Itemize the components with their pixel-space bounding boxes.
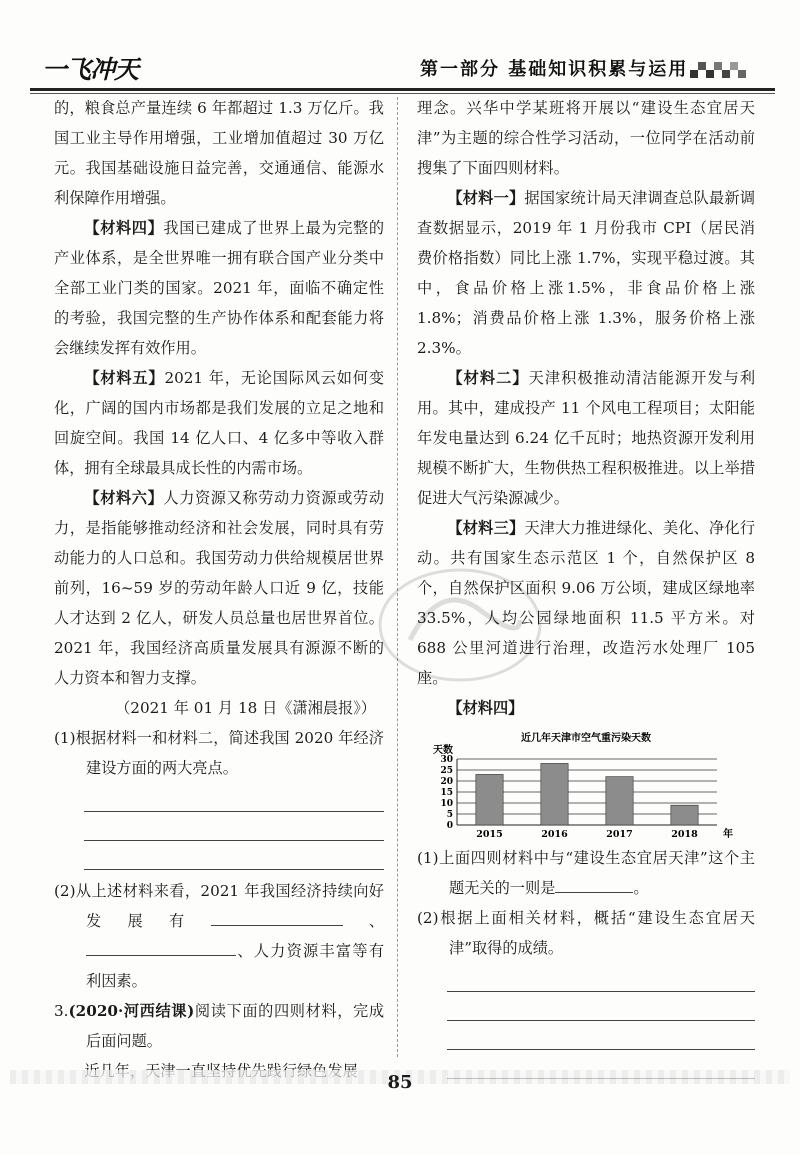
question-1: (1)根据材料一和材料二，简述我国 2020 年经济建设方面的两大亮点。 [54,729,384,777]
y-tick-label: 30 [440,755,453,765]
y-tick-label: 25 [440,766,453,776]
answer-line[interactable] [84,783,384,812]
material-4-right-label: 【材料四】 [447,699,524,717]
bar [606,777,633,825]
material-6-label: 【材料六】 [84,489,164,507]
x-tick-label: 2018 [671,829,698,839]
right-question-1 [417,843,755,903]
material-6 [54,483,384,693]
answer-line[interactable] [447,1021,755,1050]
bar [476,774,503,825]
pollution-chart-svg [417,729,755,839]
y-tick-label: 20 [440,777,453,787]
paragraph-intro: 理念。兴华中学某班将开展以“建设生态宜居天津”为主题的综合性学习活动，一位同学在活动前搜集了下面四则材料。 [417,99,755,177]
question-2 [54,876,384,996]
material-1-text: 据国家统计局天津调查总队最新调查数据显示，2019 年 1 月份我市 CPI（居民消费价格指数）同比上涨 1.7%，实现平稳过渡。其中，食品价格上涨1.5%，非食品价格上涨 1.8%；消费品价格上涨 1.3%，服务价格上涨 2.3%。 [417,189,755,357]
blank-field[interactable] [555,874,633,893]
column-divider [397,97,399,1057]
y-tick-label: 5 [446,810,453,820]
y-tick-label: 15 [440,788,453,798]
answer-line[interactable] [84,812,384,841]
x-tick-label: 2016 [541,829,568,839]
blank-field[interactable] [211,907,343,926]
header-rule [30,88,775,91]
question-3-text: 阅读下面的四则材料，完成后面问题。 [86,1002,385,1050]
answer-line[interactable] [447,992,755,1021]
material-6-text: 人力资源又称劳动力资源或劳动力，是指能够推动经济和社会发展，同时具有劳动能力的人口总和。我国劳动力供给规模居世界前列，16~59 岁的劳动年龄人口近 9 亿，技能人才达到 2 亿人，研发人员总量也居世界首位。2021 年，我国经济高质量发展具有源源不断的人力资本和智力支撑。 [54,489,385,687]
material-4-right [417,693,755,723]
right-column [417,93,755,1079]
material-2-label: 【材料二】 [447,369,529,387]
material-4-text: 我国已建成了世界上最为完整的产业体系，是全世界唯一拥有联合国产业分类中全部工业门类的国家。2021 年，面临不确定性的考验，我国完整的生产协作体系和配套能力将会继续发挥有效作用。 [54,219,385,357]
material-2-text: 天津积极推动清洁能源开发与利用。其中，建成投产 11 个风电工程项目；太阳能年发电量达到 6.24 亿千瓦时；地热资源开发利用规模不断扩大，生物供热工程积极推进。以上举措促进大气污染源减少。 [417,369,756,507]
x-tick-label: 2015 [476,829,503,839]
answer-line[interactable] [447,963,755,992]
material-3-text: 天津大力推进绿化、美化、净化行动。共有国家生态示范区 1 个，自然保护区 8 个，自然保护区面积 9.06 万公顷，建成区绿地率 33.5%，人均公园绿地面积 11.5 平方米。对 688 公里河道进行治理，改造污水处理厂 105 座。 [417,519,755,687]
checker-pattern-icon [690,58,746,82]
y-tick-label: 10 [440,799,453,809]
y-tick-label: 0 [446,821,453,831]
material-2 [417,363,755,513]
question-3-source: (2020·河西结课) [68,1002,195,1020]
question-3 [54,996,384,1056]
paragraph-continued: 的，粮食总产量连续 6 年都超过 1.3 万亿斤。我国工业主导作用增强，工业增加值超过 30 万亿元。我国基础设施日益完善，交通通信、能源水利保障作用增强。 [54,99,384,207]
bar [671,805,698,825]
material-5-label: 【材料五】 [84,369,165,387]
question-3-number: 3. [54,1002,69,1020]
question-2-end: 等有利因素。 [86,942,385,990]
left-column [54,93,384,1086]
chart-ylabel: 天数 [433,745,453,756]
x-tick-label: 2017 [606,829,633,839]
right-question-2: (2)根据上面相关材料，概括“建设生态宜居天津”取得的成绩。 [417,909,755,957]
material-3 [417,513,755,693]
page-number: 85 [387,1072,413,1093]
question-2-mid: 、人力资源丰富 [236,942,353,960]
page-header [0,0,800,95]
brand-logo: 一飞冲天 [42,55,139,84]
question-2-text: (2)从上述材料来看，2021 年我国经济持续向好发展有 [54,882,384,930]
separator: 、 [342,912,384,930]
section-title: 第一部分 基础知识积累与运用 [420,59,689,80]
source-citation: （2021 年 01 月 18 日《潇湘晨报》） [115,699,376,717]
material-3-label: 【材料三】 [447,519,525,537]
pollution-chart [417,729,755,839]
material-1-label: 【材料一】 [447,189,525,207]
answer-line[interactable] [84,841,384,870]
bar [541,763,568,825]
material-4-label: 【材料四】 [84,219,164,237]
material-4 [54,213,384,363]
chart-xlabel: 年 [723,829,733,839]
chart-title: 近几年天津市空气重污染天数 [521,733,651,744]
right-question-1-text: (1)上面四则材料中与“建设生态宜居天津”这个主题无关的一则是 [417,849,755,897]
material-1 [417,183,755,363]
blank-field[interactable] [86,937,236,956]
right-question-1-end: 。 [633,879,649,897]
material-5-text: 2021 年，无论国际风云如何变化，广阔的国内市场都是我们发展的立足之地和回旋空间。我国 14 亿人口、4 亿多中等收入群体，拥有全球最具成长性的内需市场。 [54,369,385,477]
material-5 [54,363,384,483]
